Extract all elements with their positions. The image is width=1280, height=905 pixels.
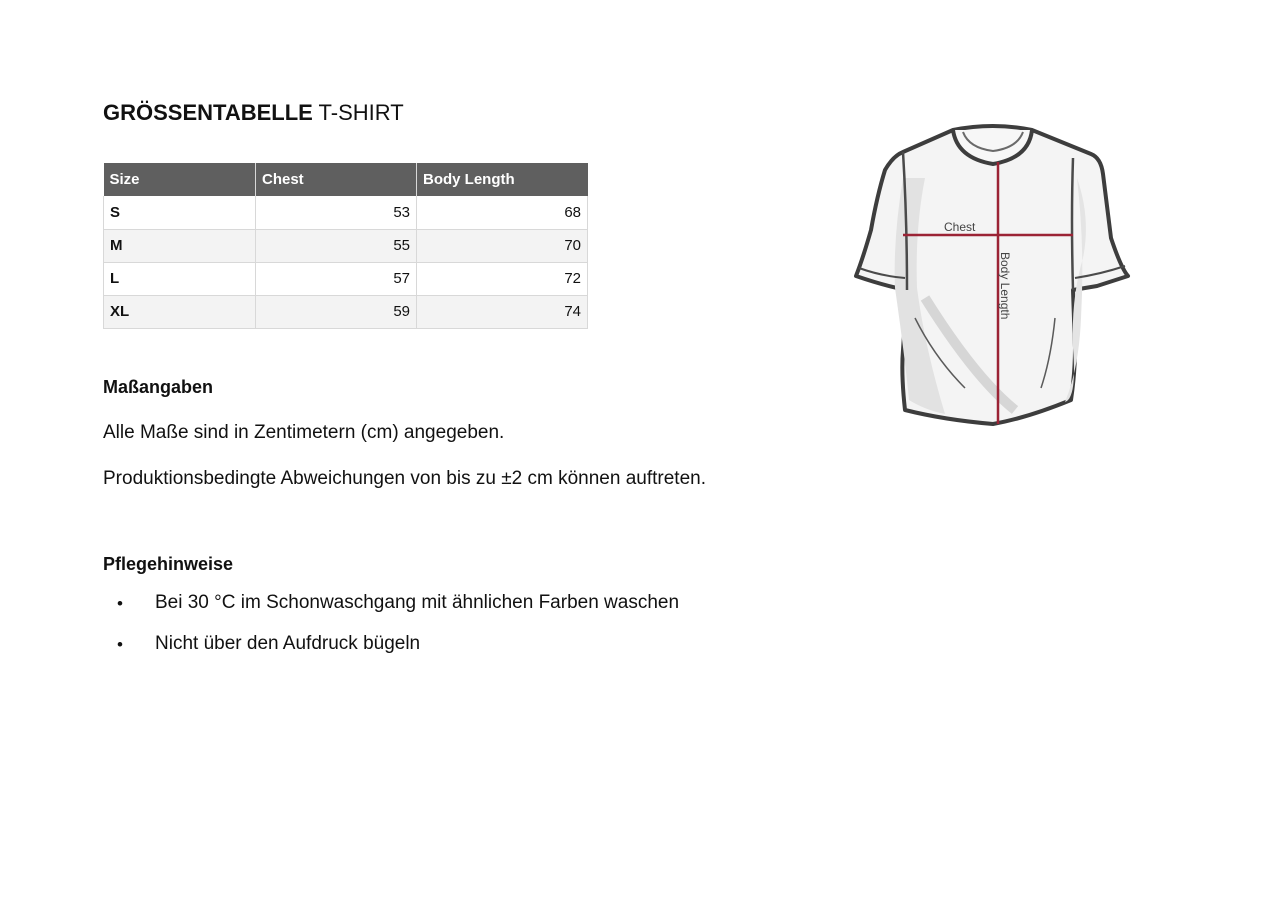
cell-chest: 53 — [256, 196, 417, 229]
column-header-body-length: Body Length — [417, 163, 588, 196]
page-title-product: T-SHIRT — [318, 100, 404, 125]
body-length-label: Body Length — [998, 252, 1012, 320]
bullet-icon: • — [117, 635, 123, 654]
page-title — [103, 99, 404, 127]
size-table-header-row — [104, 163, 588, 196]
care-instruction-wash: Bei 30 °C im Schonwaschgang mit ähnlichen Farben waschen — [155, 592, 680, 613]
column-header-size: Size — [104, 163, 256, 196]
cell-body-length: 72 — [417, 262, 588, 295]
tshirt-right-sleeve-seam — [1072, 158, 1073, 290]
measurements-tolerance-note: Produktionsbedingte Abweichungen von bis zu ±2 cm können auftreten. — [103, 468, 706, 489]
chest-label: Chest — [944, 220, 976, 234]
bullet-icon: • — [117, 594, 123, 613]
size-table — [103, 163, 588, 329]
measurements-unit-note: Alle Maße sind in Zentimetern (cm) angegeben. — [103, 422, 505, 443]
cell-size: L — [104, 262, 256, 295]
care-instruction-iron: Nicht über den Aufdruck bügeln — [155, 633, 421, 654]
tshirt-measurement-illustration — [845, 118, 1140, 433]
cell-chest: 55 — [256, 229, 417, 262]
cell-size: M — [104, 229, 256, 262]
table-row — [104, 262, 588, 295]
cell-chest: 59 — [256, 295, 417, 328]
cell-size: XL — [104, 295, 256, 328]
measurements-heading: Maßangaben — [103, 377, 214, 397]
cell-chest: 57 — [256, 262, 417, 295]
page-title-strong: GRÖSSENTABELLE — [103, 100, 313, 125]
table-row — [104, 196, 588, 229]
cell-size: S — [104, 196, 256, 229]
cell-body-length: 70 — [417, 229, 588, 262]
table-row — [104, 295, 588, 328]
care-heading: Pflegehinweise — [103, 554, 234, 574]
column-header-chest: Chest — [256, 163, 417, 196]
cell-body-length: 68 — [417, 196, 588, 229]
table-row — [104, 229, 588, 262]
cell-body-length: 74 — [417, 295, 588, 328]
